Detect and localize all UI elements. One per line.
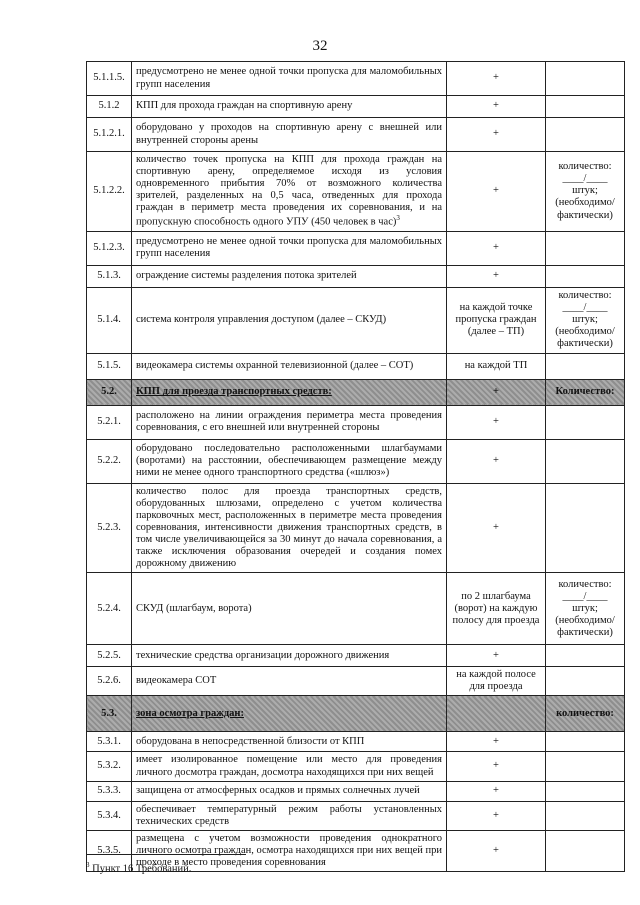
row-description [132, 265, 447, 287]
row-number: 5.2.1. [87, 405, 132, 439]
row-requirement: + [447, 830, 546, 871]
row-description [132, 645, 447, 667]
row-number: 5.2.6. [87, 667, 132, 696]
table-row [87, 483, 625, 572]
row-requirement: на каждой полосе для проезда [447, 667, 546, 696]
table-row [87, 781, 625, 801]
row-requirement: + [447, 645, 546, 667]
table-row [87, 573, 625, 645]
row-quantity [546, 752, 625, 781]
row-requirement: + [447, 118, 546, 152]
row-quantity [546, 118, 625, 152]
row-quantity [546, 231, 625, 265]
row-number: 5.2.3. [87, 483, 132, 572]
row-number: 5.1.2.2. [87, 152, 132, 232]
footnote-mark: 3 [86, 861, 90, 869]
row-description [132, 287, 447, 353]
row-quantity [546, 483, 625, 572]
row-number: 5.1.2.1. [87, 118, 132, 152]
row-description [132, 667, 447, 696]
row-number: 5.3.5. [87, 830, 132, 871]
row-requirement: + [447, 781, 546, 801]
row-description-text: технические средства организации дорожного движения [136, 649, 390, 661]
row-description-text: количество полос для проезда транспортных средств, оборудованных шлюзами, определено с учетом количества парковочных мест, расположенных в периметре места проведения соревнования, интенсивности движения транспортных средств, в том числе увеличивающейся за 30 минут до начала соревнования, а также исключения образования очередей и создания помех дорожному движению [136, 485, 442, 570]
row-requirement: + [447, 439, 546, 483]
table-row [87, 801, 625, 830]
row-description-text: оборудовано последовательно расположенными шлагбаумами (воротами) на расстоянии, обеспечивающем размещение между ними не менее одного транспортного средства («шлюз») [136, 443, 442, 479]
row-description-text: СКУД (шлагбаум, ворота) [136, 602, 252, 614]
row-description [132, 152, 447, 232]
row-quantity [546, 645, 625, 667]
row-requirement: + [447, 732, 546, 752]
row-description [132, 353, 447, 379]
row-quantity: количество: ____/____ штук; (необходимо/ фактически) [546, 152, 625, 232]
row-description [132, 732, 447, 752]
row-description [132, 118, 447, 152]
table-row [87, 118, 625, 152]
row-description-text: система контроля управления доступом (далее – СКУД) [136, 314, 387, 326]
requirements-table [86, 61, 625, 872]
row-quantity [546, 732, 625, 752]
row-number: 5.3.3. [87, 781, 132, 801]
row-number: 5.1.2 [87, 96, 132, 118]
row-number: 5.1.1.5. [87, 62, 132, 96]
row-description [132, 96, 447, 118]
row-quantity: количество: ____/____ штук; (необходимо/ фактически) [546, 287, 625, 353]
table-row [87, 439, 625, 483]
section-row [87, 379, 625, 405]
row-description-text: КПП для прохода граждан на спортивную арену [136, 100, 353, 112]
row-quantity [546, 96, 625, 118]
row-description-text: КПП для проезда транспортных средств: [136, 386, 332, 398]
row-number: 5.2.5. [87, 645, 132, 667]
row-description [132, 573, 447, 645]
row-description [132, 379, 447, 405]
row-description-text: обеспечивает температурный режим работы установленных технических средств [136, 803, 442, 827]
footnote-text: Пункт 16 Требований. [92, 863, 192, 875]
row-description-text: видеокамера системы охранной телевизионной (далее – СОТ) [136, 360, 414, 372]
row-number: 5.1.2.3. [87, 231, 132, 265]
row-description [132, 62, 447, 96]
row-quantity [546, 405, 625, 439]
row-quantity [546, 830, 625, 871]
table-row [87, 405, 625, 439]
row-description-text: защищена от атмосферных осадков и прямых солнечных лучей [136, 785, 420, 797]
row-description-text: зона осмотра граждан: [136, 707, 244, 719]
table-row [87, 732, 625, 752]
table-row [87, 667, 625, 696]
row-description [132, 231, 447, 265]
row-number: 5.1.3. [87, 265, 132, 287]
row-number: 5.3. [87, 696, 132, 732]
row-quantity [546, 439, 625, 483]
row-requirement: на каждой точке пропуска граждан (далее – ТП) [447, 287, 546, 353]
row-requirement: + [447, 801, 546, 830]
row-requirement [447, 696, 546, 732]
row-description [132, 752, 447, 781]
table-row [87, 231, 625, 265]
row-description-text: оборудовано у проходов на спортивную арену с внешней или внутренней стороны арены [136, 122, 442, 146]
row-requirement: + [447, 62, 546, 96]
row-number: 5.3.1. [87, 732, 132, 752]
row-requirement: + [447, 483, 546, 572]
row-requirement: + [447, 152, 546, 232]
row-quantity: количество: [546, 696, 625, 732]
footnote-divider [86, 854, 246, 855]
row-description [132, 696, 447, 732]
row-description [132, 405, 447, 439]
table-row [87, 752, 625, 781]
row-number: 5.3.2. [87, 752, 132, 781]
row-quantity [546, 265, 625, 287]
row-description [132, 483, 447, 572]
row-requirement: + [447, 231, 546, 265]
row-number: 5.1.4. [87, 287, 132, 353]
table-row [87, 353, 625, 379]
row-number: 5.2.4. [87, 573, 132, 645]
table-row [87, 287, 625, 353]
row-description [132, 781, 447, 801]
row-requirement: по 2 шлагбаума (ворот) на каждую полосу для проезда [447, 573, 546, 645]
row-requirement: + [447, 752, 546, 781]
row-description [132, 801, 447, 830]
row-description-text: предусмотрено не менее одной точки пропуска для маломобильных групп населения [136, 66, 442, 90]
row-description-text: размещена с учетом возможности проведения однократного личного осмотра граждан, осмотра находящихся при них вещей при проходе в место проведения соревнования [136, 832, 442, 868]
row-quantity: количество: ____/____ штук; (необходимо/ фактически) [546, 573, 625, 645]
row-number: 5.2.2. [87, 439, 132, 483]
row-quantity [546, 801, 625, 830]
row-description-text: количество точек пропуска на КПП для прохода граждан на спортивную арену, определяемое исходя из условия одновременного прибытия 70% от возможного количества зрителей, разделенных на 0,5 часа, отведенных для прохода граждан в периметр места проведения их соревнования, и на пропускную способность одного УПУ (450 человек в час) [136, 154, 442, 228]
row-requirement: + [447, 405, 546, 439]
page-number: 32 [312, 38, 328, 54]
row-quantity: Количество: [546, 379, 625, 405]
row-description [132, 439, 447, 483]
section-row [87, 696, 625, 732]
row-number: 5.3.4. [87, 801, 132, 830]
row-description-text: имеет изолированное помещение или место для проведения личного досмотра граждан, досмотра находящихся при них вещей [136, 754, 442, 778]
row-description-text: предусмотрено не менее одной точки пропуска для маломобильных групп населения [136, 236, 442, 260]
row-description-text: видеокамера СОТ [136, 675, 217, 687]
row-number: 5.2. [87, 379, 132, 405]
row-description-text: ограждение системы разделения потока зрителей [136, 270, 357, 282]
footnote-ref: 3 [396, 214, 400, 223]
row-requirement: + [447, 265, 546, 287]
row-requirement: на каждой ТП [447, 353, 546, 379]
table-row [87, 152, 625, 232]
row-description-text: оборудована в непосредственной близости от КПП [136, 735, 365, 747]
row-description-text: расположено на линии ограждения периметра места проведения соревнования, с его внешней или внутренней стороны [136, 410, 442, 434]
table-row [87, 62, 625, 96]
row-requirement: + [447, 379, 546, 405]
row-requirement: + [447, 96, 546, 118]
table-row [87, 265, 625, 287]
row-quantity [546, 62, 625, 96]
table-row [87, 96, 625, 118]
table-row [87, 645, 625, 667]
footnote [86, 861, 191, 875]
row-number: 5.1.5. [87, 353, 132, 379]
table-body [87, 62, 625, 872]
row-quantity [546, 781, 625, 801]
row-quantity [546, 353, 625, 379]
row-quantity [546, 667, 625, 696]
